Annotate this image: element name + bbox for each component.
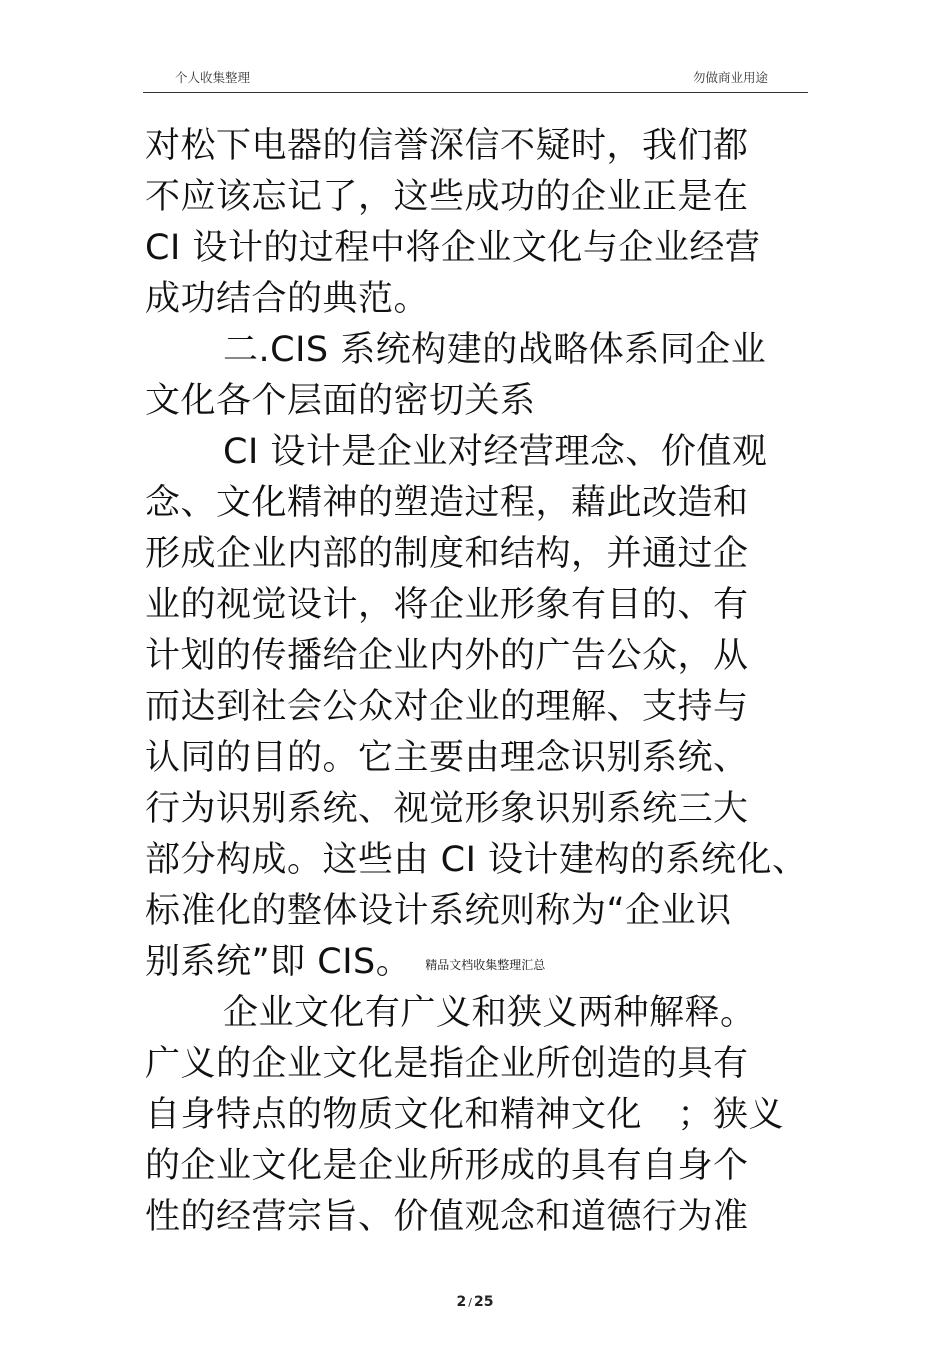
page-separator: / bbox=[468, 1296, 472, 1309]
document-body bbox=[145, 121, 808, 1243]
text-line bbox=[145, 1039, 785, 1090]
text-line-content: 广义的企业文化是指企业所创造的具有 bbox=[145, 1044, 749, 1084]
text-line-content: 性的经营宗旨、价值观念和道德行为准 bbox=[145, 1197, 749, 1237]
text-line bbox=[145, 784, 785, 835]
text-line-content: 业的视觉设计，将企业形象有目的、有 bbox=[145, 585, 749, 625]
text-line bbox=[145, 325, 785, 376]
header-right-text: 勿做商业用途 bbox=[692, 70, 768, 85]
text-line bbox=[145, 376, 785, 427]
text-line-content: 文化各个层面的密切关系 bbox=[145, 381, 536, 421]
text-line bbox=[145, 223, 785, 274]
text-line bbox=[145, 1090, 785, 1141]
text-line-content: 的企业文化是企业所形成的具有自身个 bbox=[145, 1146, 749, 1186]
text-line bbox=[145, 172, 785, 223]
text-line-content: 对松下电器的信誉深信不疑时，我们都 bbox=[145, 126, 749, 166]
text-line-content: 自身特点的物质文化和精神文化 ；狭义 bbox=[145, 1095, 785, 1135]
text-line-content: 而达到社会公众对企业的理解、支持与 bbox=[145, 687, 749, 727]
text-line-content: 行为识别系统、视觉形象识别系统三大 bbox=[145, 789, 749, 829]
text-line bbox=[145, 529, 785, 580]
text-line bbox=[145, 427, 785, 478]
text-line-content: 标准化的整体设计系统则称为“企业识 bbox=[145, 891, 732, 931]
text-line-content: 认同的目的。它主要由理念识别系统、 bbox=[145, 738, 749, 778]
text-line-content: 念、文化精神的塑造过程，藉此改造和 bbox=[145, 483, 749, 523]
text-line bbox=[145, 733, 785, 784]
current-page: 2 bbox=[456, 1294, 467, 1310]
text-line bbox=[145, 274, 785, 325]
text-line bbox=[145, 937, 785, 988]
page-number bbox=[0, 1294, 950, 1310]
text-line bbox=[145, 478, 785, 529]
text-line bbox=[145, 835, 808, 886]
page-header bbox=[143, 62, 808, 93]
inline-note: 精品文档收集整理汇总 bbox=[425, 958, 546, 972]
text-line bbox=[145, 1192, 785, 1243]
text-line-content: 企业文化有广义和狭义两种解释。 bbox=[223, 993, 756, 1033]
text-line bbox=[145, 988, 785, 1039]
total-pages: 25 bbox=[473, 1294, 494, 1310]
text-line-content: CI 设计的过程中将企业文化与企业经营 bbox=[145, 228, 761, 268]
header-left-text: 个人收集整理 bbox=[175, 70, 251, 85]
text-line bbox=[145, 631, 785, 682]
text-line-content: 部分构成。这些由 CI 设计建构的系统化、 bbox=[145, 840, 808, 880]
text-line bbox=[145, 1141, 785, 1192]
text-line-content: 计划的传播给企业内外的广告公众，从 bbox=[145, 636, 749, 676]
text-line-content: 二.CIS 系统构建的战略体系同企业 bbox=[223, 330, 767, 370]
text-line-content: 不应该忘记了，这些成功的企业正是在 bbox=[145, 177, 749, 217]
text-line bbox=[145, 121, 785, 172]
text-line bbox=[145, 886, 785, 937]
text-line-content: CI 设计是企业对经营理念、价值观 bbox=[223, 432, 768, 472]
text-line-content: 形成企业内部的制度和结构，并通过企 bbox=[145, 534, 749, 574]
text-line-content: 成功结合的典范。 bbox=[145, 279, 430, 319]
text-line-content: 别系统”即 CIS。 bbox=[145, 942, 412, 982]
text-line bbox=[145, 580, 785, 631]
text-line bbox=[145, 682, 785, 733]
